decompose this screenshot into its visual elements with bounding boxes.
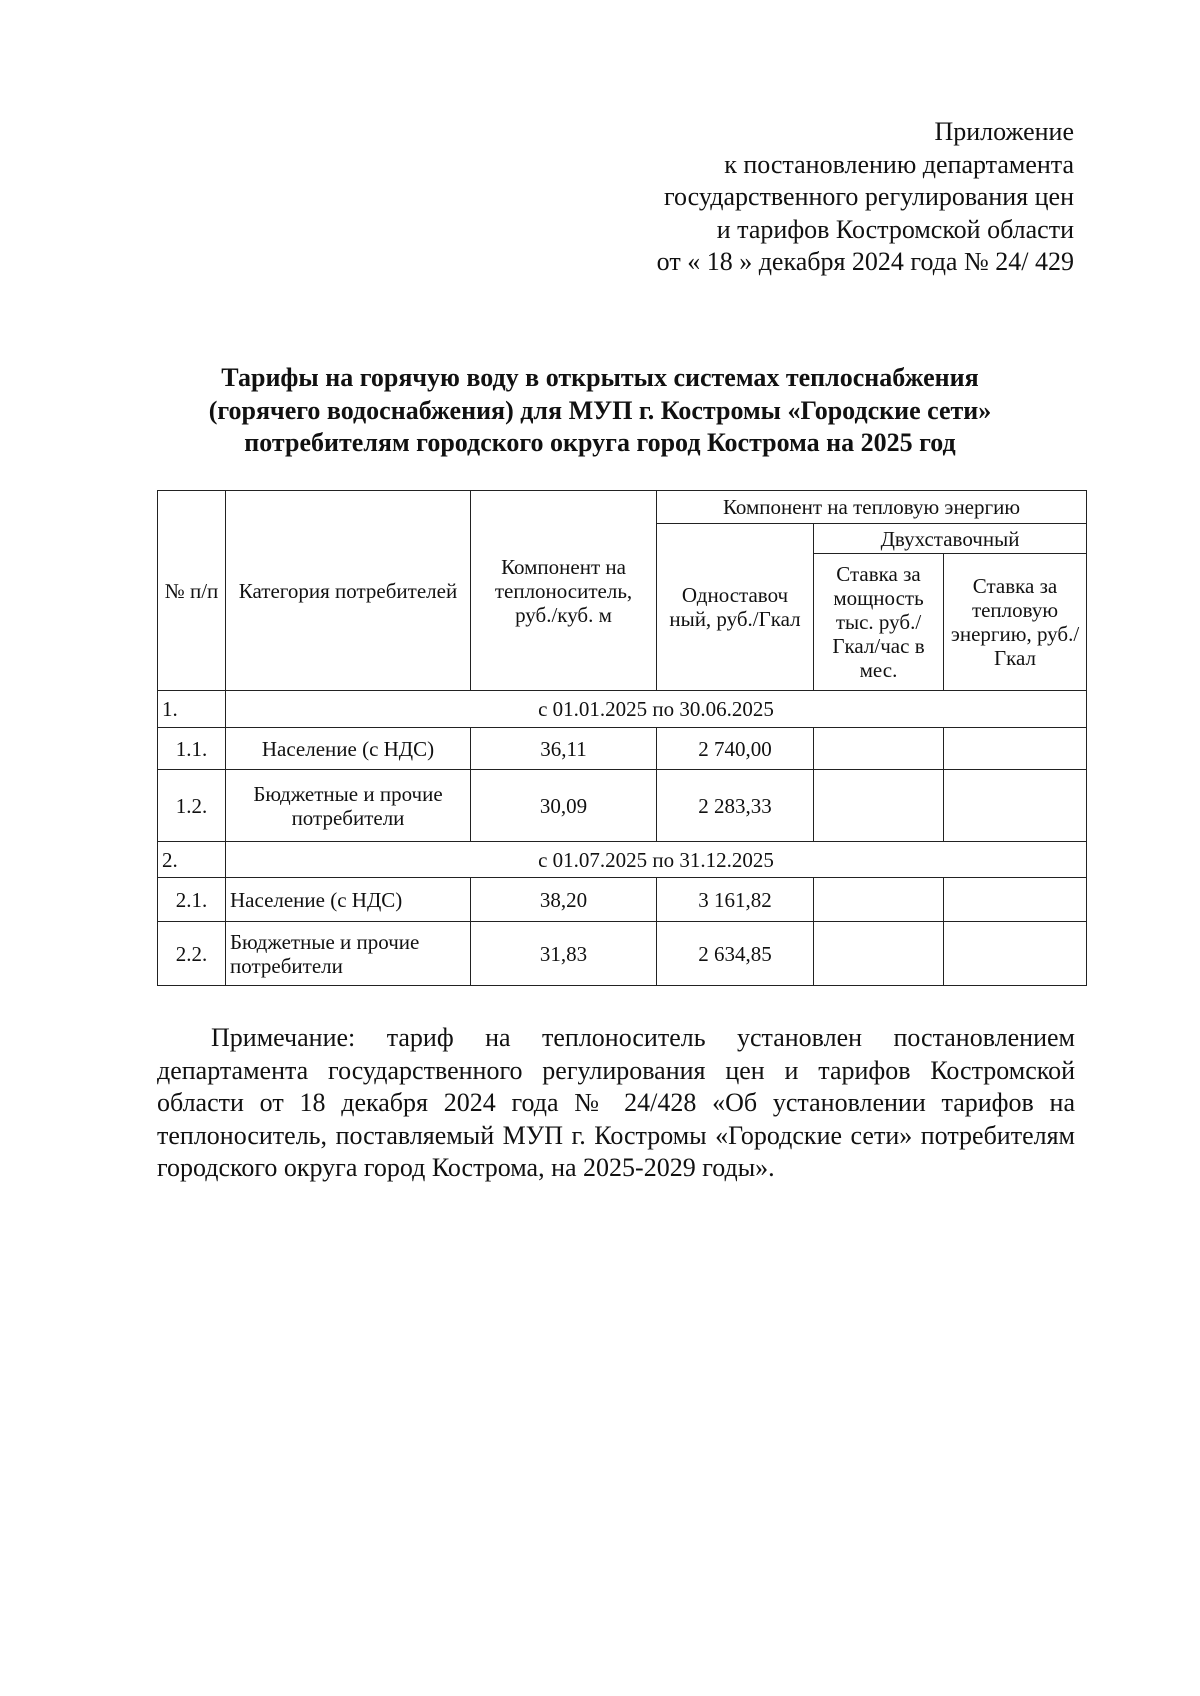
period-num: 1. bbox=[158, 691, 226, 728]
row-capacity-rate bbox=[814, 770, 944, 842]
appendix-block bbox=[657, 116, 1074, 279]
row-coolant: 30,09 bbox=[471, 770, 657, 842]
row-category: Бюджетные и прочие потребители bbox=[226, 922, 471, 986]
document-title bbox=[140, 362, 1060, 460]
header-one-rate: Одноставоч ный, руб./Гкал bbox=[657, 524, 814, 691]
row-energy-rate bbox=[944, 878, 1087, 922]
header-coolant: Компонент на теплоноситель, руб./куб. м bbox=[471, 491, 657, 691]
period-row bbox=[158, 691, 1087, 728]
tariff-table bbox=[157, 490, 1087, 986]
appendix-line: государственного регулирования цен bbox=[664, 182, 1074, 211]
row-energy-rate bbox=[944, 922, 1087, 986]
table-row bbox=[158, 878, 1087, 922]
period-num: 2. bbox=[158, 842, 226, 878]
header-category: Категория потребителей bbox=[226, 491, 471, 691]
row-capacity-rate bbox=[814, 922, 944, 986]
period-label: с 01.07.2025 по 31.12.2025 bbox=[226, 842, 1087, 878]
row-coolant: 31,83 bbox=[471, 922, 657, 986]
header-energy-rate: Ставка за тепловую энергию, руб./Гкал bbox=[944, 554, 1087, 691]
row-coolant: 38,20 bbox=[471, 878, 657, 922]
header-num: № п/п bbox=[158, 491, 226, 691]
row-category: Бюджетные и прочие потребители bbox=[226, 770, 471, 842]
header-two-rate: Двухставочный bbox=[814, 524, 1087, 554]
row-category: Население (с НДС) bbox=[226, 878, 471, 922]
row-energy-rate bbox=[944, 728, 1087, 770]
appendix-line: от « 18 » декабря 2024 года № 24/ 429 bbox=[656, 247, 1074, 276]
row-capacity-rate bbox=[814, 878, 944, 922]
table-row bbox=[158, 728, 1087, 770]
title-line: (горячего водоснабжения) для МУП г. Костромы «Городские сети» bbox=[208, 395, 992, 425]
appendix-line: к постановлению департамента bbox=[724, 149, 1074, 179]
table-row bbox=[158, 770, 1087, 842]
title-line: Тарифы на горячую воду в открытых системах теплоснабжения bbox=[221, 363, 979, 392]
row-capacity-rate bbox=[814, 728, 944, 770]
period-row bbox=[158, 842, 1087, 878]
row-one-rate: 2 634,85 bbox=[657, 922, 814, 986]
row-num: 1.1. bbox=[158, 728, 226, 770]
title-line: потребителям городского округа город Кострома на 2025 год bbox=[244, 428, 956, 457]
row-one-rate: 2 283,33 bbox=[657, 770, 814, 842]
table-row bbox=[158, 922, 1087, 986]
footnote: Примечание: тариф на теплоноситель установлен постановлением департамента государственного регулирования цен и тарифов Костромской области от 18 декабря 2024 года № 24/428 «Об установлении тарифов на теплоноситель, поставляемый МУП г. Костромы «Городские сети» потребителям городского округа город Кострома, на 2025-2029 годы». bbox=[157, 1023, 1075, 1182]
header-heat-energy: Компонент на тепловую энергию bbox=[657, 491, 1087, 524]
row-one-rate: 2 740,00 bbox=[657, 728, 814, 770]
row-one-rate: 3 161,82 bbox=[657, 878, 814, 922]
appendix-line: Приложение bbox=[934, 117, 1074, 146]
appendix-line: и тарифов Костромской области bbox=[716, 214, 1074, 244]
row-category: Население (с НДС) bbox=[226, 728, 471, 770]
row-num: 2.2. bbox=[158, 922, 226, 986]
period-label: с 01.01.2025 по 30.06.2025 bbox=[226, 691, 1087, 728]
header-capacity-rate: Ставка за мощность тыс. руб./ Гкал/час в мес. bbox=[814, 554, 944, 691]
row-num: 2.1. bbox=[158, 878, 226, 922]
row-coolant: 36,11 bbox=[471, 728, 657, 770]
row-num: 1.2. bbox=[158, 770, 226, 842]
row-energy-rate bbox=[944, 770, 1087, 842]
